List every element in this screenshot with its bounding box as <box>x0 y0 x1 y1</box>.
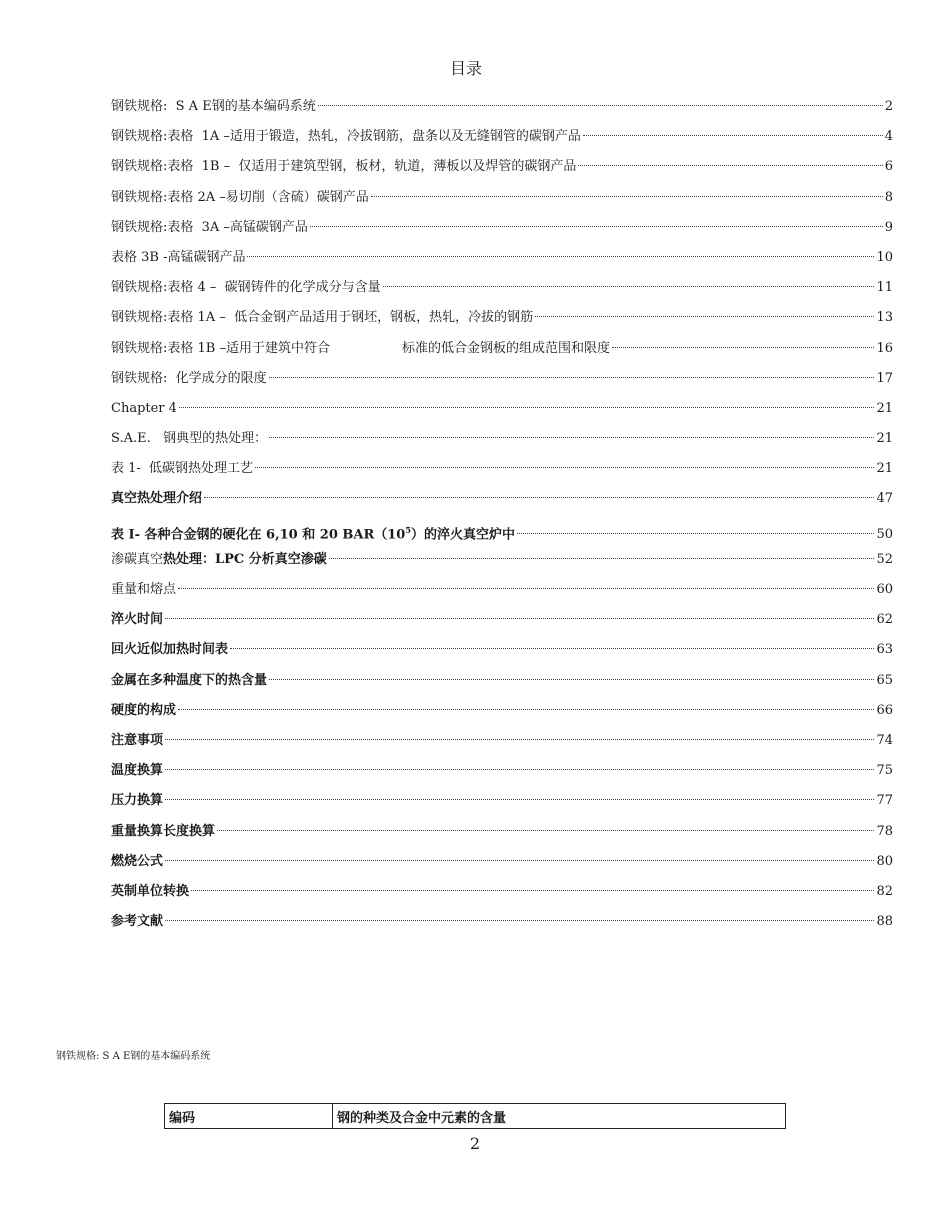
toc-entry-text: 注意事项 <box>111 732 164 748</box>
toc-entry-text: 钢铁规格:表格 3A –高锰碳钢产品 <box>111 219 308 235</box>
toc-page-number: 11 <box>876 280 893 296</box>
dot-leader <box>269 376 875 378</box>
toc-page-number: 21 <box>876 431 893 447</box>
dot-leader <box>318 104 883 106</box>
dot-leader <box>217 829 874 831</box>
toc-entry[interactable] <box>111 760 893 790</box>
toc-entry-text-part: 渗碳真空 <box>111 551 164 567</box>
toc-page-number: 6 <box>884 159 893 175</box>
dot-leader <box>165 798 874 800</box>
dot-leader <box>578 164 882 166</box>
toc-entry-text: 钢铁规格: S A E钢的基本编码系统 <box>111 99 316 114</box>
toc-entry-text: 钢铁规格:表格 1B – 仅适用于建筑型钢，板材，轨道，薄板以及焊管的碳钢产品 <box>111 159 577 175</box>
toc-entry[interactable] <box>111 911 893 941</box>
toc-page-number: 65 <box>876 672 893 688</box>
dot-leader <box>191 889 874 891</box>
table-of-contents <box>111 96 893 941</box>
toc-entry[interactable] <box>111 368 893 398</box>
superscript: 5 <box>405 524 411 535</box>
toc-entry[interactable] <box>111 156 893 186</box>
toc-page-number: 4 <box>884 129 893 145</box>
toc-page-number: 17 <box>876 370 893 386</box>
toc-page-number: 62 <box>876 612 893 628</box>
toc-entry[interactable] <box>111 96 893 126</box>
dot-leader <box>583 134 883 136</box>
table-header-row <box>165 1104 786 1129</box>
dot-leader <box>247 255 874 257</box>
toc-page-number: 66 <box>876 702 893 718</box>
toc-entry-text: 参考文献 <box>111 914 164 930</box>
toc-entry[interactable] <box>111 549 893 579</box>
toc-entry-text <box>111 549 327 571</box>
toc-entry[interactable] <box>111 247 893 277</box>
toc-entry[interactable] <box>111 790 893 820</box>
toc-entry[interactable] <box>111 277 893 307</box>
dot-leader <box>535 315 874 317</box>
toc-entry-text: 金属在多种温度下的热含量 <box>111 672 268 688</box>
toc-entry-text: 硬度的构成 <box>111 702 177 718</box>
toc-entry[interactable] <box>111 609 893 639</box>
toc-entry[interactable] <box>111 851 893 881</box>
toc-entry-text: 温度换算 <box>111 763 164 779</box>
toc-entry[interactable] <box>111 338 893 368</box>
code-table <box>164 1103 786 1129</box>
toc-page-number: 47 <box>876 491 893 507</box>
toc-entry-text: Chapter 4 <box>111 400 177 416</box>
table-header-cell: 编码 <box>165 1104 333 1129</box>
toc-entry-text: 钢铁规格:表格 1A –适用于锻造，热轧，冷拔钢筋，盘条以及无缝钢管的碳钢产品 <box>111 129 581 145</box>
toc-entry[interactable] <box>111 217 893 247</box>
toc-page-number: 16 <box>876 340 893 356</box>
toc-entry-text: 燃烧公式 <box>111 853 164 869</box>
toc-entry-text: 钢铁规格:表格 1A – 低合金钢产品适用于钢坯，钢板，热轧，冷拔的钢筋 <box>111 310 534 326</box>
toc-page-number: 13 <box>876 310 893 326</box>
toc-entry[interactable] <box>111 428 893 458</box>
toc-page-number: 74 <box>876 732 893 748</box>
toc-entry[interactable] <box>111 639 893 669</box>
toc-page-number: 88 <box>876 914 893 930</box>
toc-page-number: 60 <box>876 582 893 597</box>
toc-entry-text-part: 标准的低合金钢板的组成范围和限度 <box>401 340 610 356</box>
toc-page-number: 78 <box>876 823 893 839</box>
dot-leader <box>269 678 874 680</box>
dot-leader <box>255 466 874 468</box>
toc-title: 目录 <box>449 59 482 78</box>
toc-entry[interactable] <box>111 398 893 428</box>
toc-entry[interactable] <box>111 187 893 217</box>
toc-entry-text-part: 钢铁规格:表格 1B –适用于建筑中符合 <box>111 340 330 356</box>
dot-leader <box>178 708 874 710</box>
toc-entry-text: 压力换算 <box>111 793 164 809</box>
toc-page-number: 82 <box>876 883 893 899</box>
dot-leader <box>179 406 875 408</box>
toc-entry-text: 钢铁规格:表格 2A –易切削（含硫）碳钢产品 <box>111 189 369 205</box>
toc-entry-text: S.A.E. 钢典型的热处理： <box>111 431 268 447</box>
toc-entry[interactable] <box>111 579 893 609</box>
page-number: 2 <box>469 1134 481 1153</box>
toc-entry[interactable] <box>111 126 893 156</box>
toc-entry-text: 英制单位转换 <box>111 883 190 899</box>
toc-page-number: 77 <box>876 793 893 809</box>
toc-entry[interactable] <box>111 730 893 760</box>
dot-leader <box>310 225 883 227</box>
toc-entry-text <box>111 338 610 360</box>
toc-entry[interactable] <box>111 458 893 488</box>
toc-entry[interactable] <box>111 821 893 851</box>
toc-page-number: 10 <box>876 249 893 265</box>
toc-entry-text: 回火近似加热时间表 <box>111 642 229 658</box>
dot-leader <box>612 346 874 348</box>
dot-leader <box>165 859 874 861</box>
toc-page-number: 52 <box>876 551 893 567</box>
toc-page-number: 21 <box>876 461 893 477</box>
toc-page-number: 8 <box>884 189 893 205</box>
toc-page-number: 63 <box>876 642 893 658</box>
toc-page-number: 2 <box>884 99 893 114</box>
dot-leader <box>178 587 874 589</box>
toc-entry-text: 钢铁规格:表格 4 – 碳钢铸件的化学成分与含量 <box>111 280 381 296</box>
toc-entry[interactable] <box>111 881 893 911</box>
toc-entry-text: 重量换算长度换算 <box>111 823 216 839</box>
toc-page-number: 9 <box>884 219 893 235</box>
dot-leader <box>371 195 883 197</box>
toc-entry-text: 表 1- 低碳钢热处理工艺 <box>111 461 254 477</box>
dot-leader <box>269 436 874 438</box>
dot-leader <box>230 647 874 649</box>
toc-entry-text: 淬火时间 <box>111 612 164 628</box>
dot-leader <box>165 768 874 770</box>
toc-entry-text: 重量和熔点 <box>111 582 177 597</box>
toc-page-number: 50 <box>876 526 893 542</box>
table-header-cell: 钢的种类及合金中元素的含量 <box>333 1104 786 1129</box>
toc-entry-text: 钢铁规格: 化学成分的限度 <box>111 370 267 386</box>
toc-page-number: 21 <box>876 400 893 416</box>
toc-entry[interactable] <box>111 670 893 700</box>
dot-leader <box>165 617 874 619</box>
toc-entry-text-part: 热处理：LPC 分析真空渗碳 <box>163 551 327 567</box>
dot-leader <box>517 532 875 534</box>
toc-entry-text <box>111 519 515 546</box>
section-heading: 钢铁规格: S A E钢的基本编码系统 <box>56 1051 211 1062</box>
toc-entry-text-part: 表 Ⅰ- 各种合金钢的硬化在 6,10 和 20 BAR（10 <box>111 526 406 542</box>
toc-entry-text-part: ）的淬火真空炉中 <box>410 526 515 542</box>
dot-leader <box>204 496 874 498</box>
dot-leader <box>165 919 874 921</box>
toc-entry-text: 表格 3B -高锰碳钢产品 <box>111 249 246 265</box>
dot-leader <box>329 557 875 559</box>
toc-entry[interactable] <box>111 488 893 518</box>
toc-page-number: 75 <box>876 763 893 779</box>
toc-entry-text: 真空热处理介绍 <box>111 491 203 507</box>
toc-page-number: 80 <box>876 853 893 869</box>
toc-entry[interactable] <box>111 307 893 337</box>
toc-entry[interactable] <box>111 519 893 549</box>
dot-leader <box>383 285 875 287</box>
toc-entry[interactable] <box>111 700 893 730</box>
dot-leader <box>165 738 874 740</box>
